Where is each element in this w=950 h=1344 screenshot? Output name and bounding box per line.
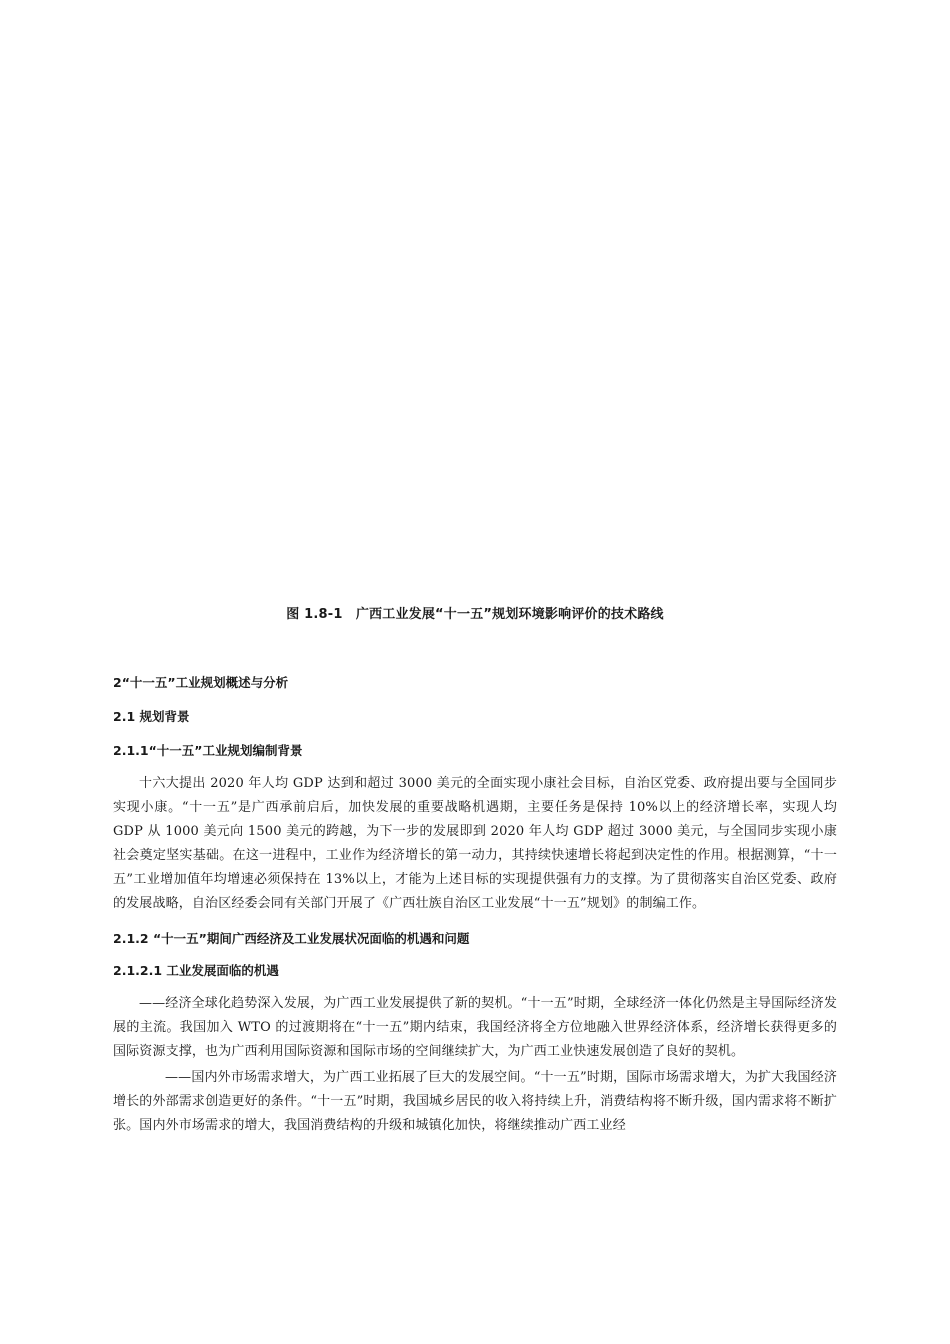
section-heading-2: 2“十一五”工业规划概述与分析 (113, 675, 289, 690)
figure-placeholder (113, 60, 837, 580)
section-heading-2-1-1: 2.1.1“十一五”工业规划编制背景 (113, 743, 303, 758)
document-body (113, 672, 837, 1138)
section-heading-2-1-2: 2.1.2 “十一五”期间广西经济及工业发展状况面临的机遇和问题 (113, 931, 470, 946)
paragraph-opportunity-1: ——经济全球化趋势深入发展，为广西工业发展提供了新的契机。“十一五”时期，全球经济一体化仍然是主导国际经济发展的主流。我国加入 WTO 的过渡期将在“十一五”期内结束，我国经济将全方位地融入世界经济体系，经济增长获得更多的国际资源支撑，也为广西利用国际资源和国际市场的空间继续扩大，为广西工业快速发展创造了良好的契机。 (113, 996, 837, 1059)
paragraph-opportunity-2: ——国内外市场需求增大，为广西工业拓展了巨大的发展空间。“十一五”时期，国际市场需求增大，为扩大我国经济增长的外部需求创造更好的条件。“十一五”时期，我国城乡居民的收入将持续上升，消费结构将不断升级，国内需求将不断扩张。国内外市场需求的增大，我国消费结构的升级和城镇化加快，将继续推动广西工业经 (113, 1070, 837, 1133)
paragraph-background: 十六大提出 2020 年人均 GDP 达到和超过 3000 美元的全面实现小康社会目标，自治区党委、政府提出要与全国同步实现小康。“十一五”是广西承前启后，加快发展的重要战略机遇期，主要任务是保持 10%以上的经济增长率，实现人均 GDP 从 1000 美元向 1500 美元的跨越，为下一步的发展即到 2020 年人均 GDP 超过 3000 美元，与全国同步实现小康社会奠定坚实基础。在这一进程中，工业作为经济增长的第一动力，其持续快速增长将起到决定性的作用。根据测算，“十一五”工业增加值年均增速必须保持在 13%以上，才能为上述目标的实现提供强有力的支撑。为了贯彻落实自治区党委、政府的发展战略，自治区经委会同有关部门开展了《广西壮族自治区工业发展“十一五”规划》的制编工作。 (113, 776, 837, 911)
section-heading-2-1: 2.1 规划背景 (113, 709, 190, 724)
section-heading-2-1-2-1: 2.1.2.1 工业发展面临的机遇 (113, 963, 279, 978)
figure-caption: 图 1.8-1 广西工业发展“十一五”规划环境影响评价的技术路线 (286, 607, 664, 622)
